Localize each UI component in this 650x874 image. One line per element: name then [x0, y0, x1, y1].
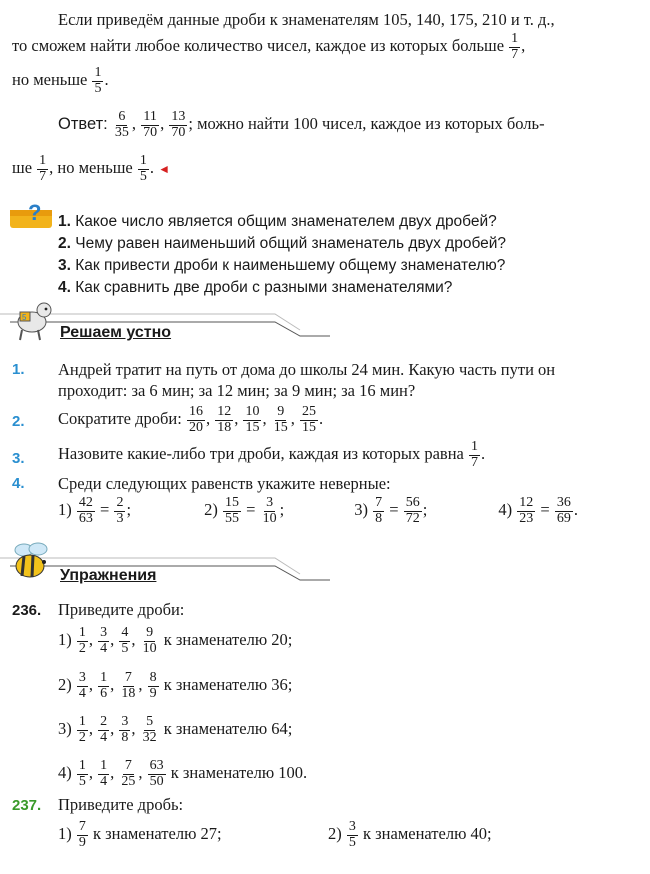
exercise-237-title: Приведите дробь: — [58, 795, 184, 814]
fraction: $\frac{56}{72}$ — [405, 495, 420, 526]
fraction: $\frac{7}{8}$ — [375, 495, 383, 526]
fraction: $\frac{12}{18}$ — [217, 404, 232, 435]
exercise-236-row-2: 2) $\frac{3}{4}$ , $\frac{1}{6}$ , $\frac{7}{18}$ , $\frac{8}{9}$ к знаменателю 36; — [58, 670, 293, 701]
fraction: $\frac{15}{55}$ — [225, 495, 239, 526]
exercise-237-a: 1) $\frac{7}{9}$ к знаменателю 27; — [58, 819, 222, 850]
item-number: 4. — [12, 475, 25, 492]
intro-line-1: Если приведём данные дроби к знаменателям 105, 140, 175, 210 и т. д., — [58, 10, 555, 29]
exercise-236-title: Приведите дроби: — [58, 600, 185, 619]
exercise-number: 236. — [12, 602, 42, 619]
exercise-236-row-3: 3) $\frac{1}{2}$ , $\frac{2}{4}$ , $\frac{3}{8}$ , $\frac{5}{32}$ к знаменателю 64; — [58, 714, 293, 745]
fraction: $\frac{2}{3}$ — [116, 495, 124, 526]
fraction: $\frac{1}{5}$ — [139, 153, 147, 184]
fraction: $\frac{16}{20}$ — [188, 404, 203, 435]
fraction: $\frac{3}{4}$ — [78, 670, 86, 701]
exercise-236-row-1: 1) $\frac{1}{2}$ , $\frac{3}{4}$ , $\frac{4}{5}$ , $\frac{9}{10}$ к знаменателю 20; — [58, 625, 293, 656]
fraction: $\frac{9}{15}$ — [273, 404, 288, 435]
fraction: $\frac{1}{4}$ — [100, 758, 108, 789]
svg-text:5: 5 — [22, 313, 27, 322]
intro-line-3: но меньше $\frac{1}{5}$ . — [12, 65, 109, 96]
question-box-icon — [8, 200, 56, 232]
bee-mascot-icon — [6, 540, 56, 584]
exercise-number: 237. — [12, 797, 42, 814]
fraction: $\frac{1}{2}$ — [78, 714, 86, 745]
fraction: $\frac{3}{5}$ — [348, 819, 356, 850]
section-title-oral: Решаем устно — [60, 324, 172, 341]
fraction: $\frac{1}{7}$ — [470, 439, 478, 470]
fraction: $\frac{1}{2}$ — [78, 625, 86, 656]
svg-text:?: ? — [28, 200, 42, 225]
item-number: 3. — [12, 450, 25, 467]
question-4: 4. Как сравнить две дроби с разными знаменателями? — [58, 279, 453, 296]
fraction: $\frac{7}{18}$ — [121, 670, 136, 701]
fraction: $\frac{13}{70}$ — [171, 109, 186, 140]
fraction: $\frac{3}{8}$ — [121, 714, 129, 745]
fraction: $\frac{7}{25}$ — [121, 758, 136, 789]
intro-line-2: то сможем найти любое количество чисел, каждое из которых больше $\frac{1}{7}$ , — [12, 31, 526, 62]
dog-mascot-icon — [8, 298, 54, 342]
oral-item-3: Назовите какие-либо три дроби, каждая из которых равна $\frac{1}{7}$ . — [58, 439, 486, 470]
fraction: $\frac{1}{5}$ — [78, 758, 86, 789]
fraction: $\frac{3}{10}$ — [262, 495, 277, 526]
fraction: $\frac{63}{50}$ — [149, 758, 164, 789]
question-3: 3. Как привести дроби к наименьшему общему знаменателю? — [58, 257, 506, 274]
exercise-236-row-4: 4) $\frac{1}{5}$ , $\frac{1}{4}$ , $\frac{7}{25}$ , $\frac{63}{50}$ к знаменателю 100. — [58, 758, 308, 789]
question-2: 2. Чему равен наименьший общий знаменатель двух дробей? — [58, 235, 507, 252]
fraction: $\frac{4}{5}$ — [121, 625, 129, 656]
oral-item-4: Среди следующих равенств укажите неверные: — [58, 474, 391, 493]
fraction: $\frac{11}{70}$ — [143, 109, 158, 140]
fraction: $\frac{42}{63}$ — [78, 495, 93, 526]
fraction: $\frac{12}{23}$ — [519, 495, 534, 526]
section-title-exercises: Упражнения — [60, 567, 157, 584]
fraction: $\frac{1}{6}$ — [100, 670, 108, 701]
fraction: $\frac{6}{35}$ — [114, 109, 129, 140]
question-1: 1. Какое число является общим знаменателем двух дробей? — [58, 213, 497, 230]
fraction: $\frac{1}{7}$ — [511, 31, 519, 62]
oral-item-1-line1: Андрей тратит на путь от дома до школы 24 мин. Какую часть пути он — [58, 360, 556, 379]
answer-line-2: ше $\frac{1}{7}$ , но меньше $\frac{1}{5}$ . ◄ — [12, 153, 171, 184]
fraction: $\frac{2}{4}$ — [100, 714, 108, 745]
fraction: $\frac{25}{15}$ — [301, 404, 316, 435]
answer-line-1: Ответ: $\frac{6}{35}$ , $\frac{11}{70}$ , $\frac{13}{70}$ ; можно найти 100 чисел, каждое из которых боль- — [58, 109, 545, 140]
oral-item-1-line2: проходит: за 6 мин; за 12 мин; за 9 мин; за 16 мин? — [58, 381, 416, 400]
fraction: $\frac{9}{10}$ — [142, 625, 157, 656]
fraction: $\frac{5}{32}$ — [142, 714, 157, 745]
oral-item-2: Сократите дроби: $\frac{16}{20}$ , $\frac{12}{18}$ , $\frac{10}{15}$ , $\frac{9}{15}$ , $\frac{25}{15}$ . — [58, 404, 324, 435]
fraction: $\frac{7}{9}$ — [78, 819, 86, 850]
item-number: 1. — [12, 361, 25, 378]
fraction: $\frac{3}{4}$ — [100, 625, 108, 656]
end-marker-icon: ◄ — [158, 161, 171, 176]
fraction: $\frac{36}{69}$ — [556, 495, 571, 526]
oral-item-4-eqs: 1) $\frac{42}{63}$ = $\frac{2}{3}$ ; 2) $\frac{15}{55}$ = $\frac{3}{10}$ ; 3) $\frac{7}{8}$ = $\frac{56}{72}$ ; 4) $\frac{12}{23}$ = $\frac{36}{69}$ . — [58, 495, 578, 526]
fraction: $\frac{1}{5}$ — [94, 65, 102, 96]
item-number: 2. — [12, 413, 25, 430]
fraction: $\frac{8}{9}$ — [149, 670, 157, 701]
fraction: $\frac{10}{15}$ — [245, 404, 260, 435]
fraction: $\frac{1}{7}$ — [39, 153, 47, 184]
exercise-237-b: 2) $\frac{3}{5}$ к знаменателю 40; — [328, 819, 492, 850]
